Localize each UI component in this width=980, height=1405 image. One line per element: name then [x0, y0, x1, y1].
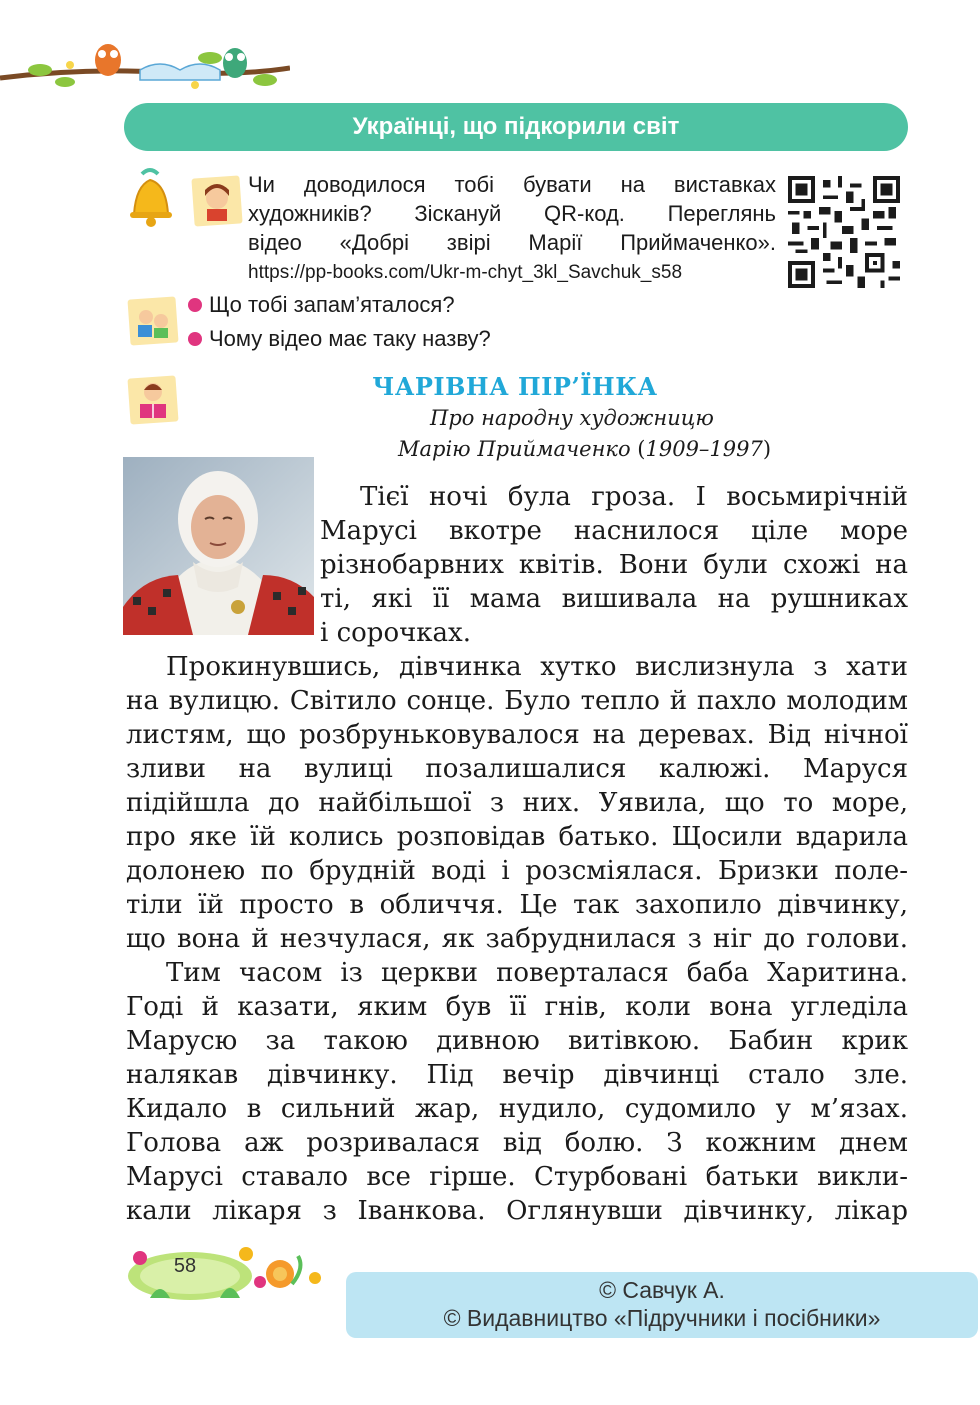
reading-icon: [126, 372, 180, 428]
story-line: Тієї ночі була гроза. І восьмирічній: [360, 482, 908, 512]
question-item: [188, 292, 455, 318]
story-line: зливи на вулиці позалишалися калюжі. Маруся: [126, 754, 908, 784]
question-text: Чому відео має таку назву?: [209, 326, 491, 351]
story-line: на вулицю. Світило сонце. Було тепло й пахло молодим: [126, 686, 908, 716]
task-instruction: [248, 170, 776, 257]
story-line: що вона й незчулася, як забруднилася з ніг до голови.: [126, 924, 908, 954]
story-line: Марусі ставало все гірше. Стурбовані батьки викли-: [126, 1162, 908, 1192]
story-line: налякав дівчинку. Під вечір дівчинці стало зле.: [126, 1060, 908, 1090]
artist-name: Марію Приймаченко: [398, 437, 631, 461]
story-title: ЧАРІВНА ПІР’ЇНКА: [372, 372, 658, 401]
branch-with-owls-illustration: [0, 30, 290, 110]
story-line: Тим часом із церкви поверталася баба Харитина.: [166, 958, 908, 988]
bell-icon: [124, 164, 186, 230]
story-line: кали лікаря з Іванкова. Оглянувши дівчинку, лікар: [126, 1196, 908, 1226]
task-line: художників? Зіскануй QR-код. Переглянь: [248, 201, 776, 226]
video-link[interactable]: https://pp-books.com/Ukr-m-chyt_3kl_Savchuk_s58: [248, 262, 683, 283]
copyright-publisher: © Видавництво «Підручники і посібники»: [443, 1305, 881, 1331]
story-subtitle: Марію Приймаченко (1909–1997): [398, 437, 772, 461]
story-line: ті, які її мама вишивала на рушниках: [320, 584, 908, 614]
task-line: Чи доводилося тобі бувати на виставках: [248, 172, 776, 197]
section-banner: [124, 103, 908, 151]
flowers-snail-illustration: [120, 1238, 340, 1308]
copyright-author: © Савчук А.: [599, 1277, 725, 1303]
story-line: Кидало в сильний жар, нудило, судомило у м’язах.: [126, 1094, 908, 1124]
story-line: Марусі вкотре наснилося ціле море: [320, 516, 908, 546]
artist-years: 1909–1997: [645, 437, 763, 461]
portrait-photo: [123, 457, 314, 635]
story-line: тіли їй просто в обличчя. Це так захопило дівчинку,: [126, 890, 908, 920]
story-line: і сорочках.: [320, 618, 471, 648]
story-line: підійшла до найбільшої з них. Уявила, що то море,: [126, 788, 908, 818]
bullet-icon: [188, 332, 202, 346]
story-line: Голова аж розривалася від болю. З кожним днем: [126, 1128, 908, 1158]
page-number: 58: [173, 1255, 197, 1277]
section-title: Українці, що підкорили світ: [352, 113, 680, 140]
task-line: відео «Добрі звірі Марії Приймаченко».: [248, 230, 776, 255]
story-line: про яке їй колись розповідав батько. Щосили вдарила: [126, 822, 908, 852]
question-text: Що тобі запам’яталося?: [209, 292, 455, 317]
story-line: Марусю за такою дивною витівкою. Бабин крик: [126, 1026, 908, 1056]
question-item: [188, 326, 491, 352]
story-line: долонею по брудній воді і розсміялася. Бризки поле-: [126, 856, 908, 886]
story-subtitle: Про народну художницю: [430, 406, 714, 430]
discussion-icon: [126, 293, 180, 349]
watch-video-icon: [190, 172, 244, 228]
story-line: Прокинувшись, дівчинка хутко вислизнула з хати: [166, 652, 908, 682]
qr-code[interactable]: [788, 176, 900, 288]
bullet-icon: [188, 298, 202, 312]
story-line: різнобарвних квітів. Вони були схожі на: [320, 550, 908, 580]
copyright-box: [346, 1272, 978, 1338]
story-line: Годі й казати, яким був її гнів, коли вона угледіла: [126, 992, 908, 1022]
story-line: листям, що розбруньковувалося на деревах. Від нічної: [126, 720, 908, 750]
